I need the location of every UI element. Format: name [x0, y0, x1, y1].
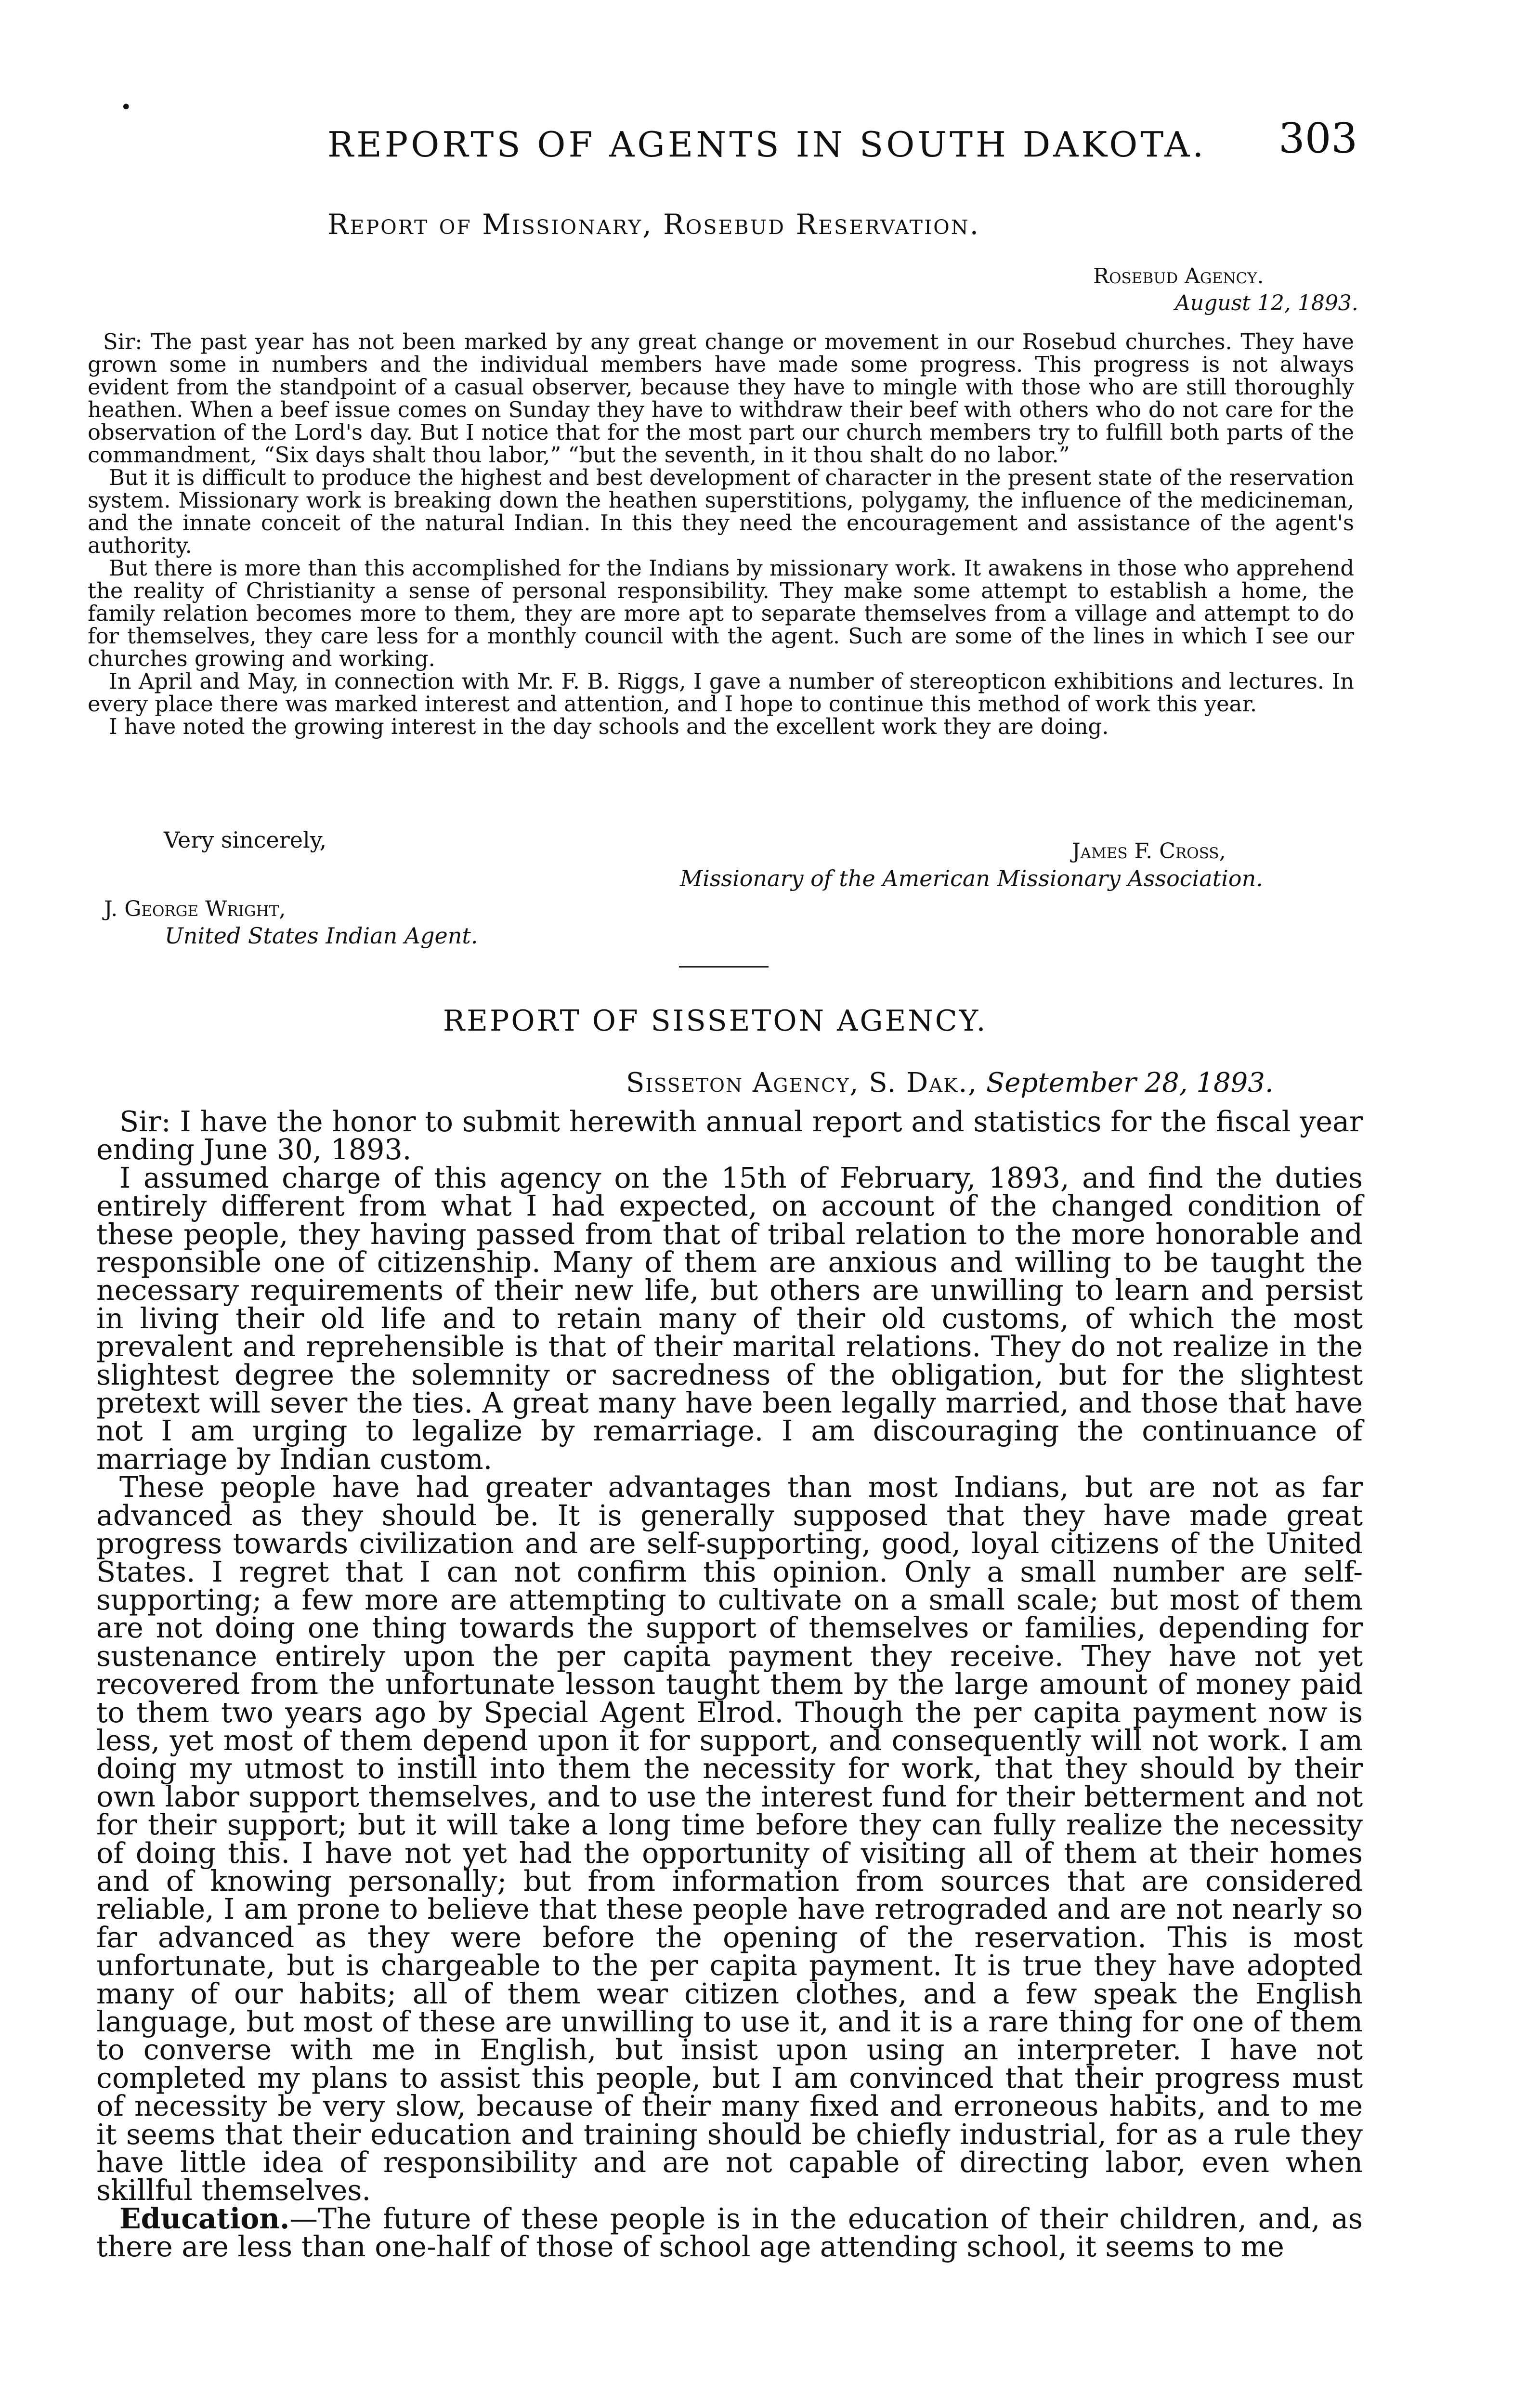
education-heading: Education.: [119, 2201, 290, 2235]
rosebud-date: August 12, 1893.: [1175, 291, 1358, 315]
paragraph: I have noted the growing interest in the day schools and the excellent work they are doing.: [109, 714, 1109, 739]
sisseton-report-title: REPORT OF SISSETON AGENCY.: [443, 1004, 988, 1038]
running-header: REPORTS OF AGENTS IN SOUTH DAKOTA.: [327, 124, 1207, 165]
addressee-name: J. George Wright,: [104, 897, 286, 921]
rosebud-place: Rosebud Agency.: [1093, 264, 1264, 288]
paragraph: Sir: I have the honor to submit herewith annual report and statistics for the fiscal year ending June 30, 1893.: [96, 1105, 1363, 1166]
sisseton-date: September 28, 1893.: [986, 1067, 1274, 1099]
signer-title: Missionary of the American Missionary Association.: [680, 865, 1263, 891]
section-divider: [679, 966, 769, 968]
rosebud-report-title: Report of Missionary, Rosebud Reservation.: [327, 208, 980, 241]
paragraph: But it is difficult to produce the highest and best development of character in the present state of the reservation system. Missionary work is breaking down the heathen superstitions, polygamy, the influence of the medicineman, and the innate conceit of the natural Indian. In this they need the encouragement and assistance of the agent's authority.: [88, 465, 1354, 558]
education-text: —The future of these people is in the education of their children, and, as there are less than one-half of those of school age attending school, it seems to me: [96, 2202, 1363, 2264]
sisseton-place: Sisseton Agency, S. Dak.,: [626, 1067, 978, 1099]
paragraph: These people have had greater advantages than most Indians, but are not as far advanced as they should be. It is generally supposed that they have made great progress towards civilization and are self-supporting, good, loyal citizens of the United States. I regret that I can not confirm this opinion. Only a small number are self-supporting; a few more are attempting to cultivate on a small scale; but most of them are not doing one thing towards the support of themselves or families, depending for sustenance entirely upon the per capita payment they receive. They have not yet recovered from the unfortunate lesson taught them by the large amount of money paid to them two years ago by Special Agent Elrod. Though the per capita payment now is less, yet most of them depend upon it for support, and consequently will not work. I am doing my utmost to instill into them the necessity for work, that they should by their own labor support themselves, and to use the interest fund for their betterment and not for their support; but it will take a long time before they can fully realize the necessity of doing this. I have not yet had the opportunity of visiting all of them at their homes and of knowing personally; but from information from sources that are considered reliable, I am prone to believe that these people have retrograded and are not nearly so far advanced as they were before the opening of the reservation. This is most unfortunate, but is chargeable to the per capita payment. It is true they have adopted many of our habits; all of them wear citizen clothes, and a few speak the English language, but most of these are unwilling to use it, and it is a rare thing for one of them to converse with me in English, but insist upon using an interpreter. I have not completed my plans to assist this people, but I am convinced that their progress must of necessity be very slow, because of their many fixed and erroneous habits, and to me it seems that their education and training should be chiefly industrial, for as a rule they have little idea of responsibility and are not capable of directing labor, even when skillful themselves.: [96, 1471, 1363, 2207]
paragraph: In April and May, in connection with Mr. F. B. Riggs, I gave a number of stereopticon exhibitions and lectures. In every place there was marked interest and attention, and I hope to continue this method of work this year.: [88, 668, 1354, 717]
paragraph: I assumed charge of this agency on the 15th of February, 1893, and find the duties entirely different from what I had expected, on account of the changed condition of these people, they having passed from that of tribal relation to the more honorable and responsible one of citizenship. Many of them are anxious and willing to be taught the necessary requirements of their new life, but others are unwilling to learn and persist in living their old life and to retain many of their old customs, of which the most prevalent and reprehensible is that of their marital relations. They do not realize in the slightest degree the solemnity or sacredness of the obligation, but for the slightest pretext will sever the ties. A great many have been legally married, and those that have not I am urging to legalize by remarriage. I am discouraging the continuance of marriage by Indian custom.: [96, 1161, 1363, 1476]
sisseton-report-body: [96, 1105, 1363, 2264]
paragraph: But there is more than this accomplished for the Indians by missionary work. It awakens in those who apprehend the reality of Christianity a sense of personal responsibility. They make some attempt to establish a home, the family relation becomes more to them, they are more apt to separate themselves from a village and attempt to do for themselves, they care less for a monthly council with the agent. Such are some of the lines in which I see our churches growing and working.: [88, 555, 1354, 671]
sisseton-dateline: [626, 1067, 1274, 1099]
education-paragraph: [96, 2201, 1363, 2264]
rosebud-letter-body: [88, 330, 1354, 738]
paragraph: Sir: The past year has not been marked by any great change or movement in our Rosebud churches. They have grown some in numbers and the individual members have made some progress. This progress is not always evident from the standpoint of a casual observer, because they have to mingle with those who are still thoroughly heathen. When a beef issue comes on Sunday they have to withdraw their beef with others who do not care for the observation of the Lord's day. But I notice that for the most part our church members try to fulfill both parts of the commandment, “Six days shalt thou labor,” “but the seventh, in it thou shalt do no labor.”: [88, 329, 1354, 468]
addressee-title: United States Indian Agent.: [165, 923, 478, 949]
stray-dot: •: [120, 96, 132, 118]
signer-name: James F. Cross,: [1072, 839, 1226, 864]
page-number: 303: [1278, 115, 1358, 163]
closing: Very sincerely,: [164, 827, 327, 853]
